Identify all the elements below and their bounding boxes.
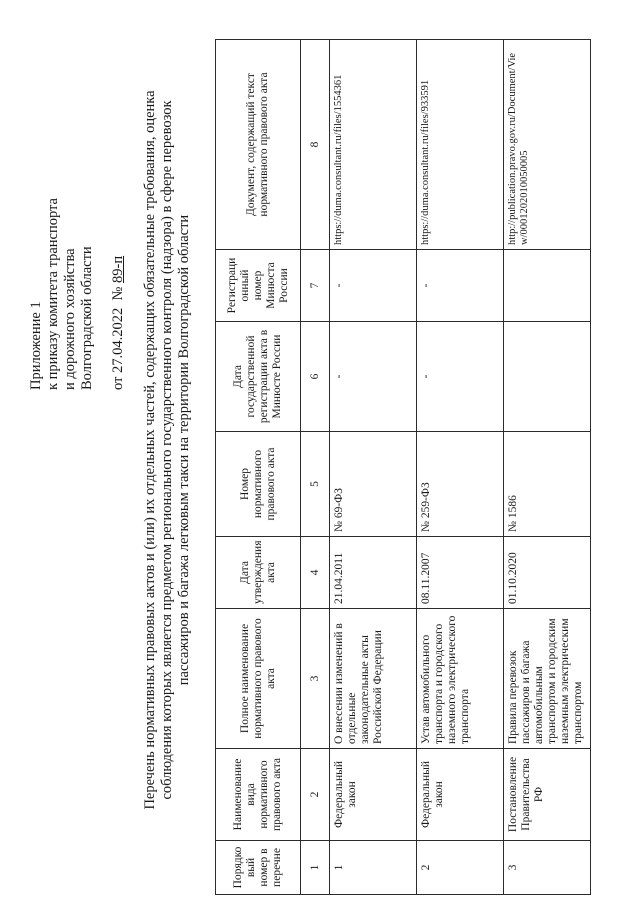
header-cell-reg-date: Дата государственной регистрации акта в Минюсте России: [216, 322, 301, 432]
acts-table: [215, 39, 591, 895]
header-cell-kind: Наименование вида нормативного правового акта: [216, 749, 301, 841]
order-date-line: [110, 60, 127, 390]
column-number: 8: [301, 40, 330, 250]
row-act-kind: Постановление Правительства РФ: [504, 749, 591, 841]
column-number: 6: [301, 322, 330, 432]
column-number: 4: [301, 537, 330, 609]
row-act-name: Устав автомобильного транспорта и городского наземного электрического транспорта: [417, 609, 504, 749]
heading-line-2: соблюдения которых является предметом регионального государственного контроля (надзора) в сфере перевозок: [159, 100, 175, 800]
row-act-date: 21.04.2011: [330, 537, 417, 609]
row-act-name: О внесении изменений в отдельные законодательные акты Российской Федерации: [330, 609, 417, 749]
table-row: [330, 40, 417, 895]
row-registration-number: [504, 250, 591, 322]
appendix-block: [28, 60, 127, 390]
header-cell-reg-number: Регистраци онный номер Минюста России: [216, 250, 301, 322]
column-number: 7: [301, 250, 330, 322]
header-cell-number: Номер нормативного правового акта: [216, 432, 301, 537]
row-registration-date: -: [417, 322, 504, 432]
row-order-number: 3: [504, 841, 591, 895]
row-registration-date: -: [330, 322, 417, 432]
order-date: от 27.04.2022: [110, 307, 126, 390]
row-document-link[interactable]: https://duma.consultant.ru/files/1554361: [330, 40, 417, 250]
row-registration-number: -: [417, 250, 504, 322]
header-cell-document: Документ, содержащий текст нормативного правового акта: [216, 40, 301, 250]
document-heading: [142, 35, 193, 865]
row-document-link[interactable]: http://publication.pravo.gov.ru/Document/View/0001202010050005: [504, 40, 591, 250]
table-row: [504, 40, 591, 895]
row-act-kind: Федеральный закон: [330, 749, 417, 841]
column-number: 3: [301, 609, 330, 749]
row-registration-number: -: [330, 250, 417, 322]
table-row: [417, 40, 504, 895]
row-order-number: 1: [330, 841, 417, 895]
order-number: 89-п: [110, 255, 126, 283]
row-act-date: 01.10.2020: [504, 537, 591, 609]
column-number: 1: [301, 841, 330, 895]
row-order-number: 2: [417, 841, 504, 895]
appendix-title: Приложение 1: [28, 301, 44, 390]
row-act-kind: Федеральный закон: [417, 749, 504, 841]
row-act-number: № 259-ФЗ: [417, 432, 504, 537]
row-act-date: 08.11.2007: [417, 537, 504, 609]
header-cell-name: Полное наименование нормативного правового акта: [216, 609, 301, 749]
row-act-number: № 1586: [504, 432, 591, 537]
header-cell-order: Порядко вый номер в перечне: [216, 841, 301, 895]
column-number-row: [301, 40, 330, 895]
column-number: 2: [301, 749, 330, 841]
order-number-sign: №: [110, 286, 126, 301]
row-act-name: Правила перевозок пассажиров и багажа автомобильным транспортом и городским наземным электрическим транспортом: [504, 609, 591, 749]
column-number: 5: [301, 432, 330, 537]
appendix-line-2: и дорожного хозяйства: [62, 248, 78, 390]
appendix-line-1: к приказу комитета транспорта: [45, 198, 61, 390]
header-cell-date: Дата утверждения акта: [216, 537, 301, 609]
row-document-link[interactable]: https://duma.consultant.ru/files/933591: [417, 40, 504, 250]
row-act-number: № 69-ФЗ: [330, 432, 417, 537]
row-registration-date: [504, 322, 591, 432]
table-header-row: [216, 40, 301, 895]
heading-line-1: Перечень нормативных правовых актов и (или) их отдельных частей, содержащих обязательные требования, оценка: [142, 90, 158, 810]
heading-line-3: пассажиров и багажа легковым такси на территории Волгоградской области: [176, 214, 192, 686]
appendix-line-3: Волгоградской области: [79, 246, 95, 390]
